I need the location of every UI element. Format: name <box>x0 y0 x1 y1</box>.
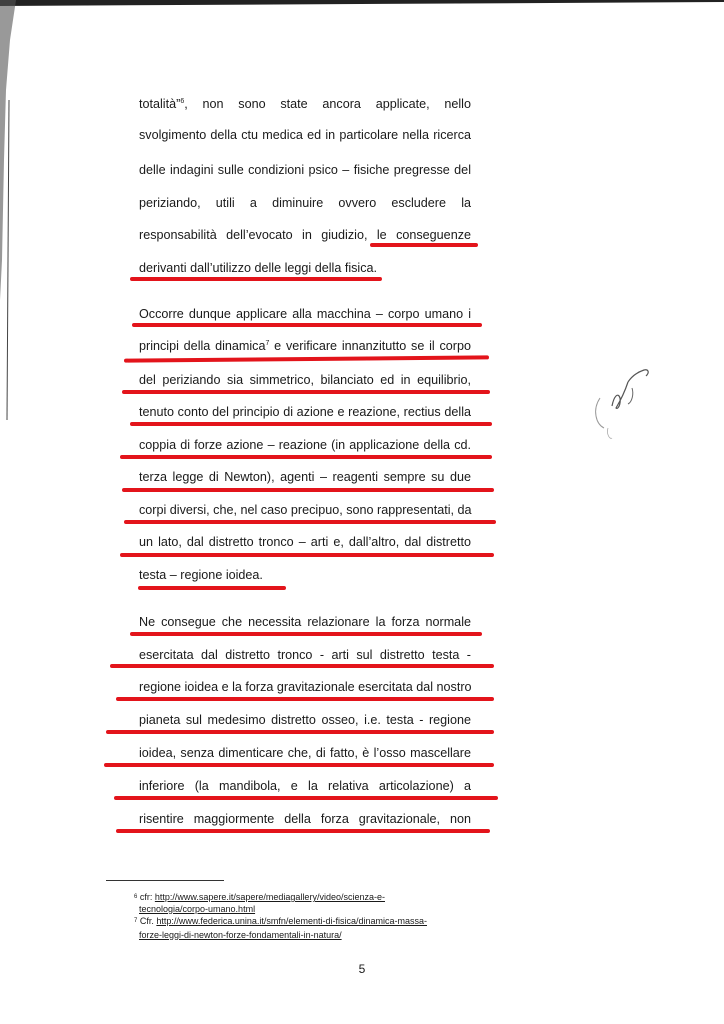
underline-stroke <box>124 355 489 362</box>
p2-line-1: Occorre dunque applicare alla macchina – corpo umano i <box>139 307 471 321</box>
underline-stroke <box>120 455 492 459</box>
scan-edge-left <box>0 0 18 1024</box>
p2-line-7: corpi diversi, che, nel caso precipuo, sono rappresentati, da <box>139 503 472 517</box>
p2-line-9: testa – regione ioidea. <box>139 568 263 582</box>
footnote-7: $^7$ Cfr. http://www.federica.unina.it/smfn/elementi-di-fisica/dinamica-massa- <box>134 916 427 926</box>
underline-stroke <box>132 323 482 327</box>
footnote-ref-6: 6 <box>180 98 185 105</box>
p2-line-6: terza legge di Newton), agenti – reagenti sempre su due <box>139 470 471 484</box>
p3-line-6: inferiore (la mandibola, e la relativa articolazione) a <box>139 779 471 793</box>
underline-stroke <box>122 488 494 492</box>
footnote-6-cont <box>139 904 255 915</box>
p2-line-4: tenuto conto del principio di azione e reazione, rectius della <box>139 405 471 419</box>
p3-line-2: esercitata dal distretto tronco - arti sul distretto testa - <box>139 648 471 662</box>
footnote-6: $^6$ cfr: http://www.sapere.it/sapere/mediagallery/video/scienza-e- <box>134 892 385 902</box>
p2-line-2: principi della dinamica$^7$ e verificare innanzitutto se il corpo <box>139 339 472 353</box>
p2-line-3: del periziando sia simmetrico, bilanciato ed in equilibrio, <box>139 373 471 387</box>
footnote-7-cont <box>139 930 342 941</box>
underline-stroke <box>114 796 498 800</box>
handwritten-signature <box>588 358 658 448</box>
underline-stroke <box>130 277 382 281</box>
underline-stroke <box>138 586 286 590</box>
footnote-separator <box>106 880 224 881</box>
underline-stroke <box>370 243 478 247</box>
underline-stroke <box>106 730 494 734</box>
footnote-number: 6 <box>134 894 138 900</box>
page-number: 5 <box>358 962 366 976</box>
underline-stroke <box>116 697 494 701</box>
footnote-number: 7 <box>134 918 138 924</box>
underline-stroke <box>104 763 494 767</box>
footnote-ref-7: 7 <box>265 340 270 347</box>
footnote-link[interactable]: forze-leggi-di-newton-forze-fondamentali-in-natura/ <box>139 930 342 940</box>
p1-line-3: delle indagini sulle condizioni psico – fisiche pregresse del <box>139 163 471 177</box>
underline-stroke <box>116 829 490 833</box>
p1-line-4: periziando, utili a diminuire ovvero escludere la <box>139 196 471 210</box>
underline-stroke <box>130 632 482 636</box>
scan-edge-top <box>0 0 724 8</box>
p3-line-4: pianeta sul medesimo distretto osseo, i.e. testa - regione <box>139 713 471 727</box>
p3-line-1: Ne consegue che necessita relazionare la forza normale <box>139 615 471 629</box>
p1-line-2: svolgimento della ctu medica ed in particolare nella ricerca <box>139 128 471 142</box>
p3-line-5: ioidea, senza dimenticare che, di fatto, è l’osso mascellare <box>139 746 471 760</box>
underline-stroke <box>122 390 490 394</box>
footnote-link[interactable]: http://www.federica.unina.it/smfn/elementi-di-fisica/dinamica-massa- <box>156 916 427 926</box>
p1-line-6: derivanti dall’utilizzo delle leggi della fisica. <box>139 261 378 275</box>
p2-line-8: un lato, dal distretto tronco – arti e, dall’altro, dal distretto <box>139 535 471 549</box>
footnote-link[interactable]: http://www.sapere.it/sapere/mediagallery/video/scienza-e- <box>154 892 385 902</box>
underline-stroke <box>130 422 492 426</box>
underline-stroke <box>120 553 494 557</box>
underline-stroke <box>124 520 496 524</box>
p1-line-1: totalità”$^6$, non sono state ancora applicate, nello <box>139 97 471 111</box>
underline-stroke <box>110 664 494 668</box>
p3-line-7: risentire maggiormente della forza gravitazionale, non <box>139 812 471 826</box>
p2-line-5: coppia di forze azione – reazione (in applicazione della cd. <box>139 438 471 452</box>
footnote-link[interactable]: tecnologia/corpo-umano.html <box>139 904 256 914</box>
p1-line-5: responsabilità dell’evocato in giudizio, le conseguenze <box>139 228 471 242</box>
p3-line-3: regione ioidea e la forza gravitazionale esercitata dal nostro <box>139 680 472 694</box>
